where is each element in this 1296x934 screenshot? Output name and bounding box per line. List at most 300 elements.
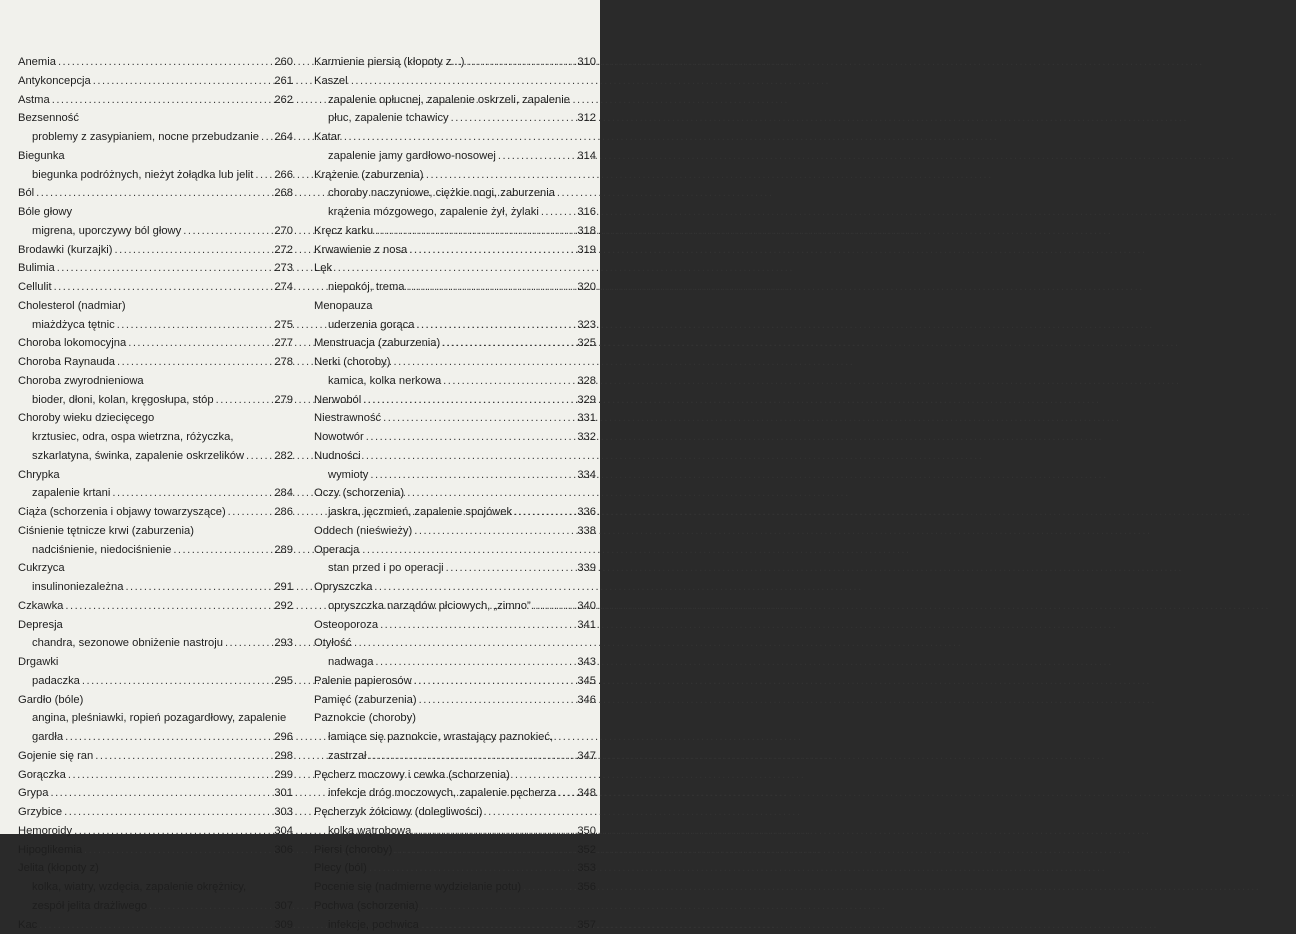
leader-dots (246, 447, 272, 466)
page-number: 334 (577, 466, 596, 485)
index-subentry (314, 747, 596, 766)
index-entry (18, 109, 293, 128)
leader-dots (369, 747, 576, 766)
entry-text: Bulimia (18, 259, 55, 278)
entry-text: Cholesterol (nadmiar) (18, 297, 126, 316)
leader-dots (419, 691, 576, 710)
page-number: 309 (274, 916, 293, 934)
entry-text: krążenia mózgowego, zapalenie żył, żylaki (328, 203, 539, 222)
entry-text: padaczka (32, 672, 80, 691)
index-entry (314, 353, 596, 372)
leader-dots (74, 822, 272, 841)
leader-dots (523, 878, 575, 897)
index-entry (314, 447, 596, 466)
index-subentry (18, 222, 293, 241)
entry-text: zapalenie krtani (32, 484, 110, 503)
entry-text: Lęk (314, 259, 332, 278)
page-number: 291 (274, 578, 293, 597)
index-entry (314, 72, 596, 91)
page-number: 303 (274, 803, 293, 822)
index-entry (18, 841, 293, 860)
entry-text: niepokój, trema (328, 278, 405, 297)
page-number: 306 (274, 841, 293, 860)
index-entry (314, 222, 596, 241)
entry-text: Jelita (kłopoty z) (18, 859, 99, 878)
index-subentry (314, 316, 596, 335)
index-entry (314, 634, 596, 653)
entry-text: Kręcz karku (314, 222, 373, 241)
index-entry (18, 203, 293, 222)
entry-text: Astma (18, 91, 50, 110)
entry-text: Kaszel (314, 72, 348, 91)
page-number: 318 (577, 222, 596, 241)
entry-text: Choroba lokomocyjna (18, 334, 126, 353)
index-entry (18, 766, 293, 785)
page-number: 345 (577, 672, 596, 691)
page-number: 316 (577, 203, 596, 222)
entry-text: uderzenia gorąca (328, 316, 414, 335)
index-entry (18, 353, 293, 372)
leader-dots (54, 278, 273, 297)
leader-dots (125, 578, 272, 597)
index-entry (18, 503, 293, 522)
page-number: 296 (274, 728, 293, 747)
leader-dots (446, 559, 576, 578)
page-number: 266 (274, 166, 293, 185)
leader-dots (369, 859, 575, 878)
index-entry (314, 297, 596, 316)
page-number: 282 (274, 447, 293, 466)
entry-text: jaskra, jęczmień, zapalenie spojówek (328, 503, 512, 522)
entry-text: wymioty (328, 466, 368, 485)
index-entry (18, 747, 293, 766)
leader-dots (216, 391, 273, 410)
entry-text: Plecy (ból) (314, 859, 367, 878)
index-subentry (18, 391, 293, 410)
index-entry (18, 803, 293, 822)
index-entry (18, 784, 293, 803)
page-number: 274 (274, 278, 293, 297)
index-entry (314, 897, 596, 916)
index-entry (314, 766, 596, 785)
page-number: 284 (274, 484, 293, 503)
page-number: 350 (577, 822, 596, 841)
index-entry (314, 709, 596, 728)
entry-text: miażdżyca tętnic (32, 316, 115, 335)
leader-dots (65, 597, 272, 616)
page-number: 325 (577, 334, 596, 353)
page-number: 353 (577, 859, 596, 878)
index-column-left (18, 53, 293, 934)
index-subentry (314, 916, 596, 934)
entry-text: Ciąża (schorzenia i objawy towarzyszące) (18, 503, 226, 522)
page-number: 275 (274, 316, 293, 335)
entry-text: nadciśnienie, niedociśnienie (32, 541, 171, 560)
entry-text: Hipoglikemia (18, 841, 82, 860)
leader-dots (383, 409, 575, 428)
entry-text: Oczy (schorzenia) (314, 484, 404, 503)
entry-text: stan przed i po operacji (328, 559, 444, 578)
index-entry (314, 803, 596, 822)
index-entry (314, 409, 596, 428)
entry-text: płuc, zapalenie tchawicy (328, 109, 449, 128)
index-entry (18, 72, 293, 91)
leader-dots (413, 822, 575, 841)
entry-text: Ból (18, 184, 34, 203)
leader-dots (414, 672, 576, 691)
index-entry (314, 166, 596, 185)
page-number: 347 (577, 747, 596, 766)
page-number: 357 (577, 916, 596, 934)
index-entry (18, 241, 293, 260)
index-entry (18, 184, 293, 203)
index-entry (314, 128, 596, 147)
entry-text: Osteoporoza (314, 616, 378, 635)
entry-text: choroby naczyniowe, ciężkie nogi, zaburzenia (328, 184, 555, 203)
entry-text: Krążenie (zaburzenia) (314, 166, 423, 185)
leader-dots (50, 784, 272, 803)
page-number: 286 (274, 503, 293, 522)
page-number: 352 (577, 841, 596, 860)
entry-text: Pocenie się (nadmierne wydzielanie potu) (314, 878, 521, 897)
entry-text: krztusiec, odra, ospa wietrzna, różyczka, (32, 428, 233, 447)
index-subentry (18, 316, 293, 335)
index-entry (314, 616, 596, 635)
entry-text: łamiące się paznokcie, wrastający paznokieć, (328, 728, 553, 747)
entry-text: bioder, dłoni, kolan, kręgosłupa, stóp (32, 391, 214, 410)
entry-text: Nerki (choroby) (314, 353, 390, 372)
entry-text: Menopauza (314, 297, 372, 316)
leader-dots (370, 466, 575, 485)
page-number: 339 (577, 559, 596, 578)
entry-text: zapalenie opłucnej, zapalenie oskrzeli, zapalenie (328, 91, 570, 110)
entry-text: Antykoncepcja (18, 72, 91, 91)
entry-text: Paznokcie (choroby) (314, 709, 416, 728)
entry-text: kamica, kolka nerkowa (328, 372, 441, 391)
page-number: 310 (577, 53, 596, 72)
leader-dots (366, 428, 576, 447)
entry-text: Pęcherzyk żółciowy (dolegliwości) (314, 803, 483, 822)
index-entry (18, 859, 293, 878)
entry-text: Piersi (choroby) (314, 841, 392, 860)
leader-dots (442, 334, 575, 353)
entry-text: infekcje, pochwica (328, 916, 419, 934)
leader-dots (443, 372, 575, 391)
page-number: 301 (274, 784, 293, 803)
index-subentry (314, 278, 596, 297)
index-subentry (314, 559, 596, 578)
index-entry (18, 522, 293, 541)
index-entry (18, 91, 293, 110)
page-number: 304 (274, 822, 293, 841)
leader-dots (558, 784, 575, 803)
entry-text: infekcje dróg moczowych, zapalenie pęcherza (328, 784, 556, 803)
entry-text: Niestrawność (314, 409, 381, 428)
index-entry (18, 372, 293, 391)
entry-text: angina, pleśniawki, ropień pozagardłowy, zapalenie (32, 709, 286, 728)
entry-text: Brodawki (kurzajki) (18, 241, 113, 260)
leader-dots (128, 334, 272, 353)
page-number: 264 (274, 128, 293, 147)
leader-dots (84, 841, 272, 860)
leader-dots (39, 916, 272, 934)
entry-text: Katar (314, 128, 341, 147)
page-number: 314 (577, 147, 596, 166)
leader-dots (58, 53, 272, 72)
index-subentry (18, 541, 293, 560)
page-number: 332 (577, 428, 596, 447)
page-number: 323 (577, 316, 596, 335)
index-entry (18, 916, 293, 934)
index-subentry (18, 484, 293, 503)
entry-text: opryszczka narządów płciowych, „zimno” (328, 597, 531, 616)
entry-text: Pochwa (schorzenia) (314, 897, 418, 916)
leader-dots (394, 841, 575, 860)
entry-text: Krwawienie z nosa (314, 241, 407, 260)
index-entry (18, 334, 293, 353)
entry-text: nadwaga (328, 653, 373, 672)
index-entry (18, 597, 293, 616)
index-subentry (314, 728, 596, 747)
page-number: 307 (274, 897, 293, 916)
entry-text: kolka wątrobowa (328, 822, 411, 841)
leader-dots (421, 916, 576, 934)
page-number: 329 (577, 391, 596, 410)
entry-text: Biegunka (18, 147, 65, 166)
index-subentry (314, 503, 596, 522)
entry-text: Choroba Raynauda (18, 353, 115, 372)
entry-text: Cukrzyca (18, 559, 65, 578)
leader-dots (183, 222, 272, 241)
index-entry (18, 147, 293, 166)
index-subentry (314, 466, 596, 485)
index-entry (314, 259, 596, 278)
page-number: 268 (274, 184, 293, 203)
index-subentry (18, 578, 293, 597)
entry-text: Karmienie piersią (kłopoty z...) (314, 53, 464, 72)
index-entry (314, 578, 596, 597)
page-number: 292 (274, 597, 293, 616)
index-entry (314, 841, 596, 860)
entry-text: Kac (18, 916, 37, 934)
page-number: 272 (274, 241, 293, 260)
index-entry (18, 466, 293, 485)
page-number: 341 (577, 616, 596, 635)
leader-dots (93, 72, 273, 91)
leader-dots (541, 203, 576, 222)
page-number: 293 (274, 634, 293, 653)
page-number: 278 (274, 353, 293, 372)
entry-text: Depresja (18, 616, 63, 635)
entry-text: chandra, sezonowe obniżenie nastroju (32, 634, 223, 653)
entry-text: Gorączka (18, 766, 66, 785)
entry-text: Anemia (18, 53, 56, 72)
entry-text: Otyłość (314, 634, 351, 653)
entry-text: Choroba zwyrodnieniowa (18, 372, 144, 391)
index-entry (314, 391, 596, 410)
index-entry (314, 522, 596, 541)
leader-dots (65, 728, 272, 747)
entry-text: zapalenie jamy gardłowo-nosowej (328, 147, 496, 166)
index-entry (314, 878, 596, 897)
index-subentry (18, 428, 293, 447)
index-entry (314, 334, 596, 353)
index-entry (18, 691, 293, 710)
page-number: 261 (274, 72, 293, 91)
index-subentry (18, 672, 293, 691)
index-entry (18, 653, 293, 672)
entry-text: Pęcherz moczowy i cewka (schorzenia) (314, 766, 510, 785)
leader-dots (57, 259, 273, 278)
index-entry (18, 259, 293, 278)
page-number: 260 (274, 53, 293, 72)
index-subentry (314, 203, 596, 222)
entry-text: biegunka podróżnych, nieżyt żołądka lub jelit (32, 166, 253, 185)
index-subentry (314, 372, 596, 391)
entry-text: szkarlatyna, świnka, zapalenie oskrzelików (32, 447, 244, 466)
page-number: 340 (577, 597, 596, 616)
index-subentry (314, 109, 596, 128)
leader-dots (64, 803, 272, 822)
page-number: 277 (274, 334, 293, 353)
index-subentry (18, 128, 293, 147)
leader-dots (414, 522, 575, 541)
entry-text: problemy z zasypianiem, nocne przebudzanie (32, 128, 259, 147)
index-subentry (18, 447, 293, 466)
leader-dots (409, 241, 575, 260)
leader-dots (514, 503, 575, 522)
entry-text: Grzybice (18, 803, 62, 822)
page-number: 343 (577, 653, 596, 672)
entry-text: Pamięć (zaburzenia) (314, 691, 417, 710)
entry-text: Grypa (18, 784, 48, 803)
page-number: 338 (577, 522, 596, 541)
entry-text: Ciśnienie tętnicze krwi (zaburzenia) (18, 522, 194, 541)
leader-dots (416, 316, 575, 335)
index-entry (18, 409, 293, 428)
entry-text: Czkawka (18, 597, 63, 616)
page-number: 262 (274, 91, 293, 110)
index-entry (18, 616, 293, 635)
leader-dots (149, 897, 272, 916)
page-number: 336 (577, 503, 596, 522)
entry-text: Bóle głowy (18, 203, 72, 222)
entry-text: Nerwoból (314, 391, 361, 410)
entry-text: Gojenie się ran (18, 747, 93, 766)
page-number: 312 (577, 109, 596, 128)
index-entry (314, 241, 596, 260)
index-entry (18, 822, 293, 841)
entry-text: Cellulit (18, 278, 52, 297)
page-number: 298 (274, 747, 293, 766)
leader-dots (407, 278, 576, 297)
entry-text: Bezsenność (18, 109, 79, 128)
index-subentry (314, 597, 596, 616)
entry-text: Opryszczka (314, 578, 372, 597)
leader-dots (255, 166, 272, 185)
leader-dots (82, 672, 272, 691)
leader-dots (466, 53, 575, 72)
index-subentry (314, 147, 596, 166)
index-entry (314, 484, 596, 503)
page-number: 289 (274, 541, 293, 560)
page-number: 331 (577, 409, 596, 428)
page-number: 328 (577, 372, 596, 391)
index-subentry (314, 784, 596, 803)
index-subentry (18, 897, 293, 916)
entry-text: migrena, uporczywy ból głowy (32, 222, 181, 241)
page-number: 299 (274, 766, 293, 785)
index-entry (18, 297, 293, 316)
index-subentry (314, 653, 596, 672)
book-page (0, 0, 600, 834)
index-entry (314, 428, 596, 447)
index-entry (314, 672, 596, 691)
page-number: 356 (577, 878, 596, 897)
entry-text: gardła (32, 728, 63, 747)
leader-dots (52, 91, 273, 110)
index-subentry (314, 184, 596, 203)
page-number: 273 (274, 259, 293, 278)
index-column-right (314, 53, 596, 934)
leader-dots (533, 597, 576, 616)
page-number: 295 (274, 672, 293, 691)
leader-dots (95, 747, 272, 766)
page-number: 319 (577, 241, 596, 260)
entry-text: kolka, wiatry, wzdęcia, zapalenie okrężnicy, (32, 878, 246, 897)
leader-dots (498, 147, 575, 166)
index-entry (18, 278, 293, 297)
entry-text: Chrypka (18, 466, 60, 485)
index-subentry (314, 822, 596, 841)
index-entry (314, 691, 596, 710)
leader-dots (112, 484, 272, 503)
entry-text: Hemoroidy (18, 822, 72, 841)
leader-dots (363, 391, 575, 410)
leader-dots (261, 128, 272, 147)
index-entry (18, 53, 293, 72)
index-subentry (18, 166, 293, 185)
leader-dots (375, 222, 575, 241)
entry-text: Nowotwór (314, 428, 364, 447)
entry-text: Menstruacja (zaburzenia) (314, 334, 440, 353)
entry-text: zespół jelita drażliwego (32, 897, 147, 916)
entry-text: Operacja (314, 541, 359, 560)
entry-text: Drgawki (18, 653, 58, 672)
entry-text: Choroby wieku dziecięcego (18, 409, 154, 428)
index-entry (314, 541, 596, 560)
index-subentry (18, 728, 293, 747)
index-entry (314, 53, 596, 72)
index-subentry (18, 634, 293, 653)
index-subentry (314, 91, 596, 110)
entry-text: zastrzał (328, 747, 367, 766)
leader-dots (68, 766, 272, 785)
leader-dots (225, 634, 272, 653)
page-number: 346 (577, 691, 596, 710)
entry-text: insulinoniezależna (32, 578, 123, 597)
leader-dots (451, 109, 576, 128)
entry-text: Gardło (bóle) (18, 691, 83, 710)
page-number: 270 (274, 222, 293, 241)
entry-text: Oddech (nieświeży) (314, 522, 412, 541)
index-entry (314, 859, 596, 878)
page-number: 320 (577, 278, 596, 297)
page-number: 348 (577, 784, 596, 803)
entry-text: Palenie papierosów (314, 672, 412, 691)
index-subentry (18, 709, 293, 728)
page-number: 279 (274, 391, 293, 410)
